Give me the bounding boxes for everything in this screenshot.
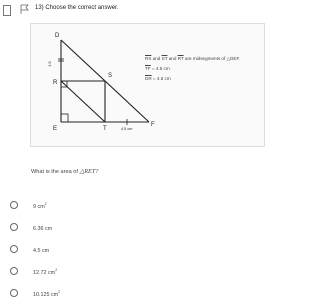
question-instruction: Choose the correct answer. — [45, 5, 119, 11]
question-title — [35, 5, 118, 11]
vertex-label-s: S — [108, 73, 113, 79]
radio-button[interactable] — [10, 223, 18, 231]
flag-icon[interactable] — [20, 4, 30, 15]
vertex-label-r: R — [53, 80, 58, 86]
question-header — [0, 0, 272, 20]
option-label: 10.125 $cm^2$ — [33, 290, 61, 298]
figure-image — [30, 23, 265, 147]
givens-text — [145, 54, 240, 84]
answer-option-1[interactable] — [10, 200, 210, 212]
radio-button[interactable] — [10, 289, 18, 297]
prompt-text: What is the area of — [31, 169, 78, 175]
vertex-label-d: D — [55, 33, 60, 39]
segment-tf-label: 4.5 cm — [121, 127, 133, 131]
radio-button[interactable] — [10, 267, 18, 275]
answer-option-2[interactable] — [10, 222, 210, 234]
prompt-math: △RET? — [79, 168, 99, 175]
answer-option-5[interactable] — [10, 288, 210, 300]
vertex-label-e: E — [53, 126, 58, 132]
question-prompt — [31, 168, 98, 175]
answer-option-4[interactable] — [10, 266, 210, 278]
answer-option-3[interactable] — [10, 244, 210, 256]
vertex-label-t: T — [103, 126, 107, 132]
option-label: 6.36 cm — [33, 225, 53, 232]
radio-button[interactable] — [10, 201, 18, 209]
given-line-2: $\overline{TF} = 4.5$ cm — [145, 66, 170, 71]
option-label: 12.72 $cm^2$ — [33, 268, 58, 276]
given-line-3: $\overline{DR} = 4.5$ cm — [145, 76, 171, 81]
option-label: 9 $cm^2$ — [33, 202, 47, 210]
option-label: 4.5 cm — [33, 247, 50, 254]
bookmark-icon[interactable] — [3, 5, 11, 16]
triangle-diagram — [31, 24, 266, 148]
side-length-label: 4.5 — [48, 61, 52, 67]
given-line-1: $\overline{RS}$ and $\overline{ST}$ and $\overline{RT}$ are midsegments of △DEF. — [145, 56, 241, 61]
vertex-label-f: F — [151, 122, 155, 128]
radio-button[interactable] — [10, 245, 18, 253]
question-number: 13) — [35, 5, 44, 11]
